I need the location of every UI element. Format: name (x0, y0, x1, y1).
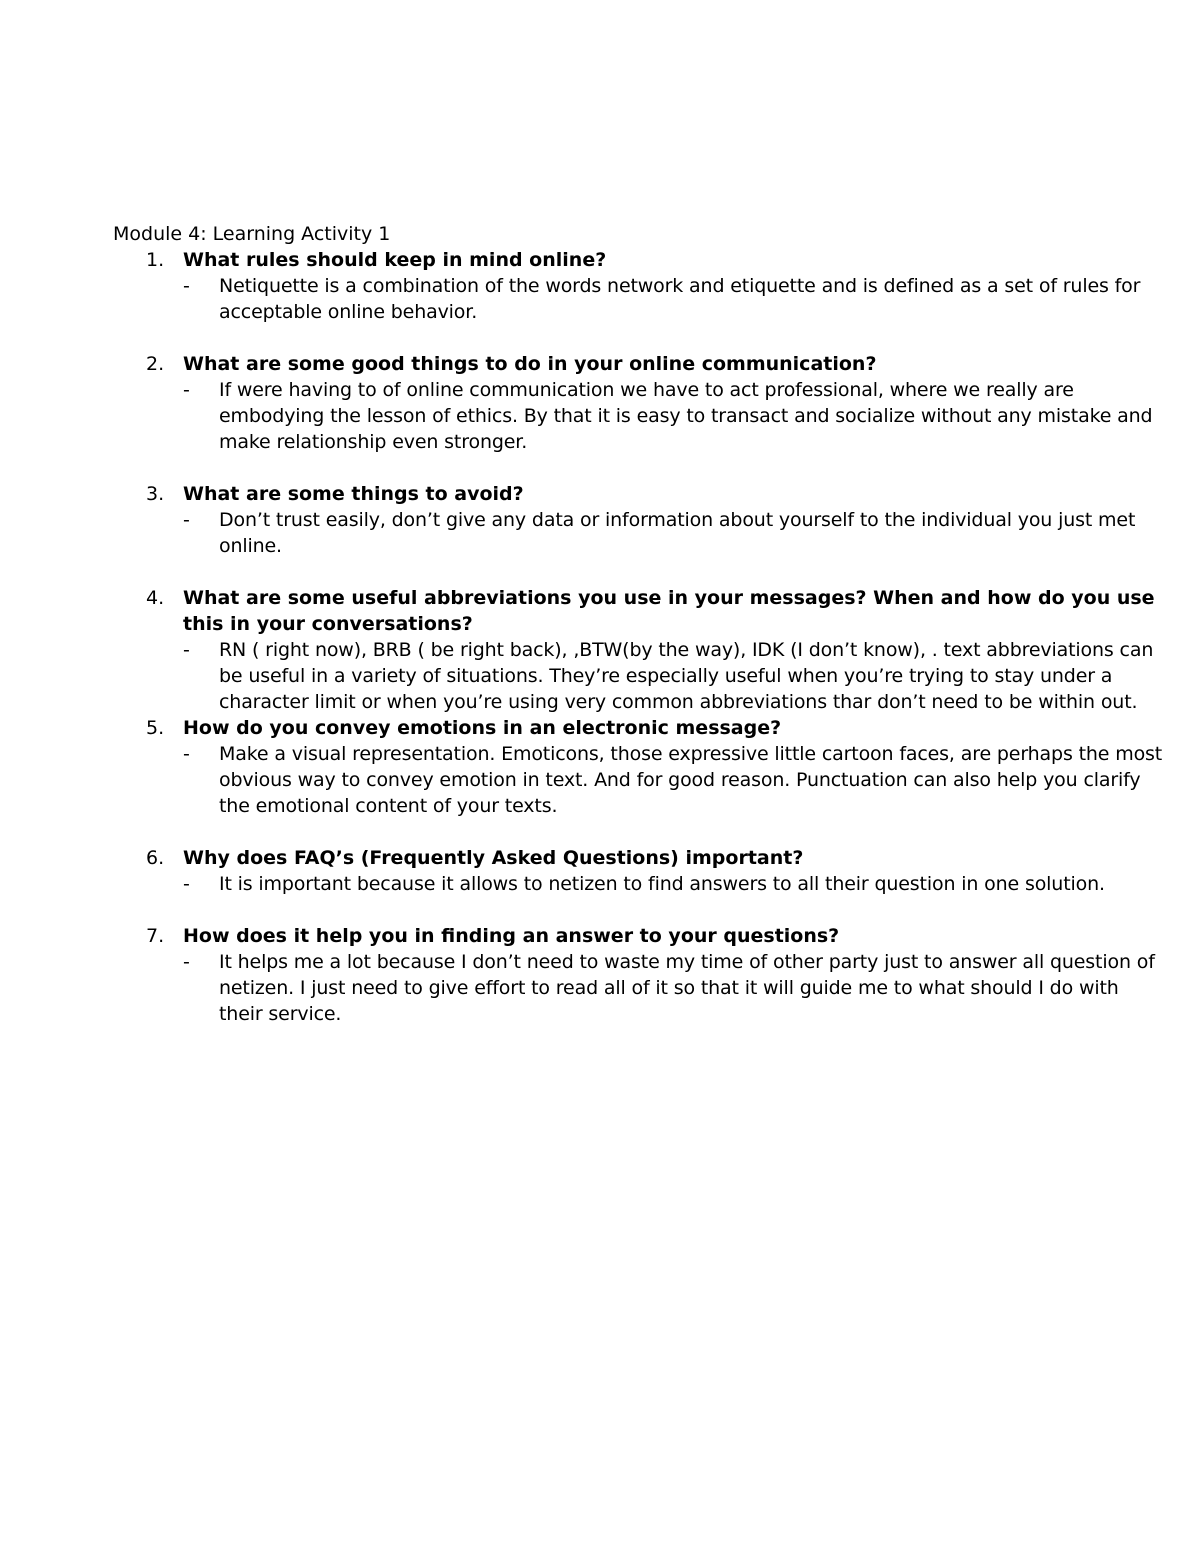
question-number: 3. (146, 483, 165, 505)
answer-text: RN ( right now), BRB ( be right back), ,BTW(by the way), IDK (I don’t know), . text abbreviations can be useful in a variety of situations. They’re especially useful when you’re trying to stay under a character limit or when you’re using very common abbreviations thar don’t need to be within out. (219, 639, 1154, 713)
question-number: 6. (146, 847, 165, 869)
answer-item (183, 273, 1163, 325)
question-text: What are some things to avoid? (183, 483, 524, 505)
question-text: Why does FAQ’s (Frequently Asked Questions) important? (183, 847, 804, 869)
question-text: What rules should keep in mind online? (183, 249, 607, 271)
dash-bullet: - (183, 743, 190, 765)
answer-item (183, 741, 1163, 819)
question-item-1 (113, 247, 1163, 325)
answer-text: If were having to of online communication we have to act professional, where we really are embodying the lesson of ethics. By that it is easy to transact and socialize without any mistake and make relationship even stronger. (219, 379, 1153, 453)
dash-bullet: - (183, 379, 190, 401)
question-number: 7. (146, 925, 165, 947)
dash-bullet: - (183, 639, 190, 661)
question-text: How do you convey emotions in an electronic message? (183, 717, 782, 739)
question-number: 1. (146, 249, 165, 271)
answer-item (183, 949, 1163, 1027)
answer-text: Don’t trust easily, don’t give any data or information about yourself to the individual you just met online. (219, 509, 1136, 557)
question-item-2 (113, 351, 1163, 455)
question-list (113, 247, 1163, 1027)
question-number: 4. (146, 587, 165, 609)
question-item-5 (113, 715, 1163, 819)
dash-bullet: - (183, 509, 190, 531)
answer-text: It is important because it allows to netizen to find answers to all their question in one solution. (219, 873, 1105, 895)
question-item-3 (113, 481, 1163, 559)
dash-bullet: - (183, 275, 190, 297)
answer-item (183, 507, 1163, 559)
question-item-6 (113, 845, 1163, 897)
answer-text: It helps me a lot because I don’t need to waste my time of other party just to answer all question of netizen. I just need to give effort to read all of it so that it will guide me to what should I do with their service. (219, 951, 1155, 1025)
question-text: What are some good things to do in your online communication? (183, 353, 877, 375)
answer-text: Netiquette is a combination of the words network and etiquette and is defined as a set of rules for acceptable online behavior. (219, 275, 1141, 323)
answer-text: Make a visual representation. Emoticons, those expressive little cartoon faces, are perhaps the most obvious way to convey emotion in text. And for good reason. Punctuation can also help you clarify the emotional content of your texts. (219, 743, 1163, 817)
answer-item (183, 871, 1163, 897)
question-text: How does it help you in finding an answer to your questions? (183, 925, 840, 947)
document-title: Module 4: Learning Activity 1 (113, 223, 391, 245)
answer-item (183, 377, 1163, 455)
question-item-7 (113, 923, 1163, 1027)
question-item-4 (113, 585, 1163, 715)
question-number: 5. (146, 717, 165, 739)
dash-bullet: - (183, 951, 190, 973)
dash-bullet: - (183, 873, 190, 895)
document-body (113, 221, 1163, 1053)
question-text: What are some useful abbreviations you use in your messages? When and how do you use this in your conversations? (183, 587, 1155, 635)
answer-item (183, 637, 1163, 715)
question-number: 2. (146, 353, 165, 375)
